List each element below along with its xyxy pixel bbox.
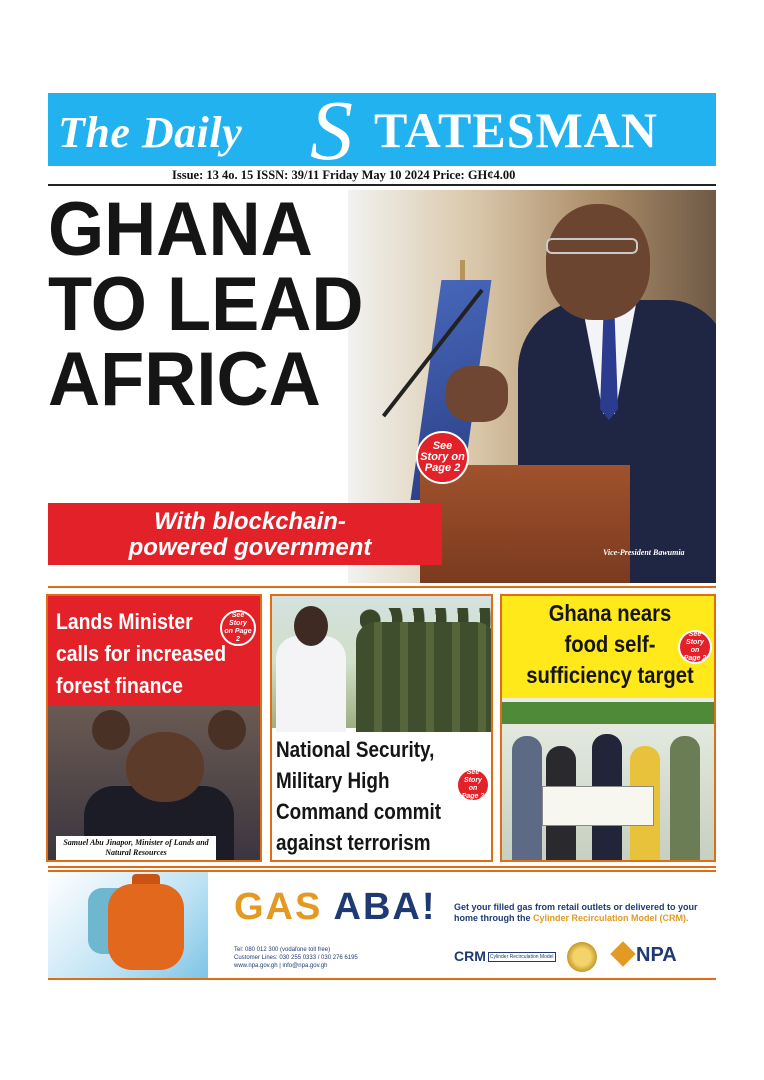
story-headline[interactable]: [517, 598, 704, 691]
story-headline-line: calls for increased: [56, 641, 227, 666]
lead-subheadline-line: With blockchain-: [154, 508, 346, 535]
ad-contacts: [234, 946, 358, 970]
speaker-glasses: [546, 238, 638, 254]
crm-logo-text: CRM: [454, 948, 486, 964]
officer-in-white: [276, 636, 346, 732]
story-headline-line: forest finance: [56, 673, 183, 698]
masthead-the-daily: The Daily: [58, 108, 243, 157]
masthead-big-s: S: [310, 93, 353, 166]
see-story-badge[interactable]: See Story on Page 2: [678, 630, 712, 664]
story-headline-line: National Security,: [276, 737, 435, 762]
see-story-badge[interactable]: See Story on Page 2: [220, 610, 256, 646]
story-headline-line: food self-: [564, 631, 656, 657]
photo-caption: Samuel Abu Jinapor, Minister of Lands and Natural Resources: [56, 836, 216, 860]
divider: [48, 866, 716, 868]
masthead-statesman: TATESMAN: [374, 102, 658, 158]
lead-headline[interactable]: [48, 190, 409, 422]
background-person: [208, 710, 246, 750]
ad-tagline: [454, 902, 704, 924]
ad-headline-gas: GAS: [234, 886, 323, 928]
event-banner: [502, 702, 714, 724]
person: [670, 736, 700, 862]
see-story-badge[interactable]: See Story on Page 3: [456, 768, 490, 802]
gas-cylinder-icon: [108, 884, 184, 970]
crm-logo-subtitle: Cylinder Recirculation Model: [489, 954, 554, 961]
lead-subheadline: [48, 503, 442, 565]
story-headline-line: Lands Minister: [56, 609, 193, 634]
lead-headline-line: GHANA: [48, 190, 313, 272]
lead-subheadline-line: powered government: [128, 534, 372, 561]
ad-tagline-crm: Cylinder Recirculation Model (CRM).: [533, 913, 689, 923]
lead-headline-line: TO LEAD: [48, 262, 364, 347]
podium: [420, 465, 630, 583]
lead-headline-line: AFRICA: [48, 337, 321, 422]
story-headline[interactable]: [276, 734, 461, 858]
ad-contact-web[interactable]: www.npa.gov.gh | info@npa.gov.gh: [234, 963, 328, 969]
soldiers: [356, 622, 493, 732]
see-story-badge[interactable]: See Story on Page 2: [416, 431, 469, 484]
background-person: [92, 710, 130, 750]
ad-headline: [234, 886, 437, 929]
story-headline-line: Ghana nears: [548, 600, 672, 626]
speaker-hand: [446, 366, 508, 422]
coat-of-arms-icon: [567, 942, 597, 972]
story-headline-line: against terrorism: [276, 830, 431, 855]
officer-head: [294, 606, 328, 646]
divider: [48, 184, 716, 186]
story-national-security[interactable]: [270, 594, 493, 862]
ad-headline-aba: ABA!: [333, 886, 437, 928]
ceremonial-cheque: [542, 786, 654, 826]
issue-line: Issue: 13 4o. 15 ISSN: 39/11 Friday May 10 2024 Price: GH¢4.00: [172, 168, 516, 182]
speaker-head: [546, 204, 650, 320]
story-lands-minister[interactable]: [46, 594, 262, 862]
npa-logo-text: NPA: [636, 944, 677, 966]
story-headline-line: Military High: [276, 768, 390, 793]
lead-story[interactable]: [48, 190, 716, 583]
crm-logo: [454, 948, 556, 964]
divider: [48, 586, 716, 588]
npa-logo: [614, 944, 677, 967]
masthead: [48, 93, 716, 166]
ad-tagline-main: Get your filled gas from retail outlets or delivered to your home through the: [454, 902, 698, 923]
story-headline-line: Command commit: [276, 799, 442, 824]
npa-mark-icon: [610, 941, 635, 966]
ad-contact-lines: Customer Lines: 030 255 0333 / 030 276 6195: [234, 955, 358, 961]
npa-advertisement[interactable]: [48, 870, 716, 980]
story-headline[interactable]: [56, 606, 232, 702]
ad-contact-tel: Tel: 080 012 300 (vodafone toll free): [234, 947, 331, 953]
story-food-sufficiency[interactable]: [500, 594, 716, 862]
story-headline-line: sufficiency target: [526, 662, 694, 688]
photo-caption: Vice-President Bawumia: [603, 548, 685, 557]
person: [512, 736, 542, 862]
minister-head: [126, 732, 204, 802]
